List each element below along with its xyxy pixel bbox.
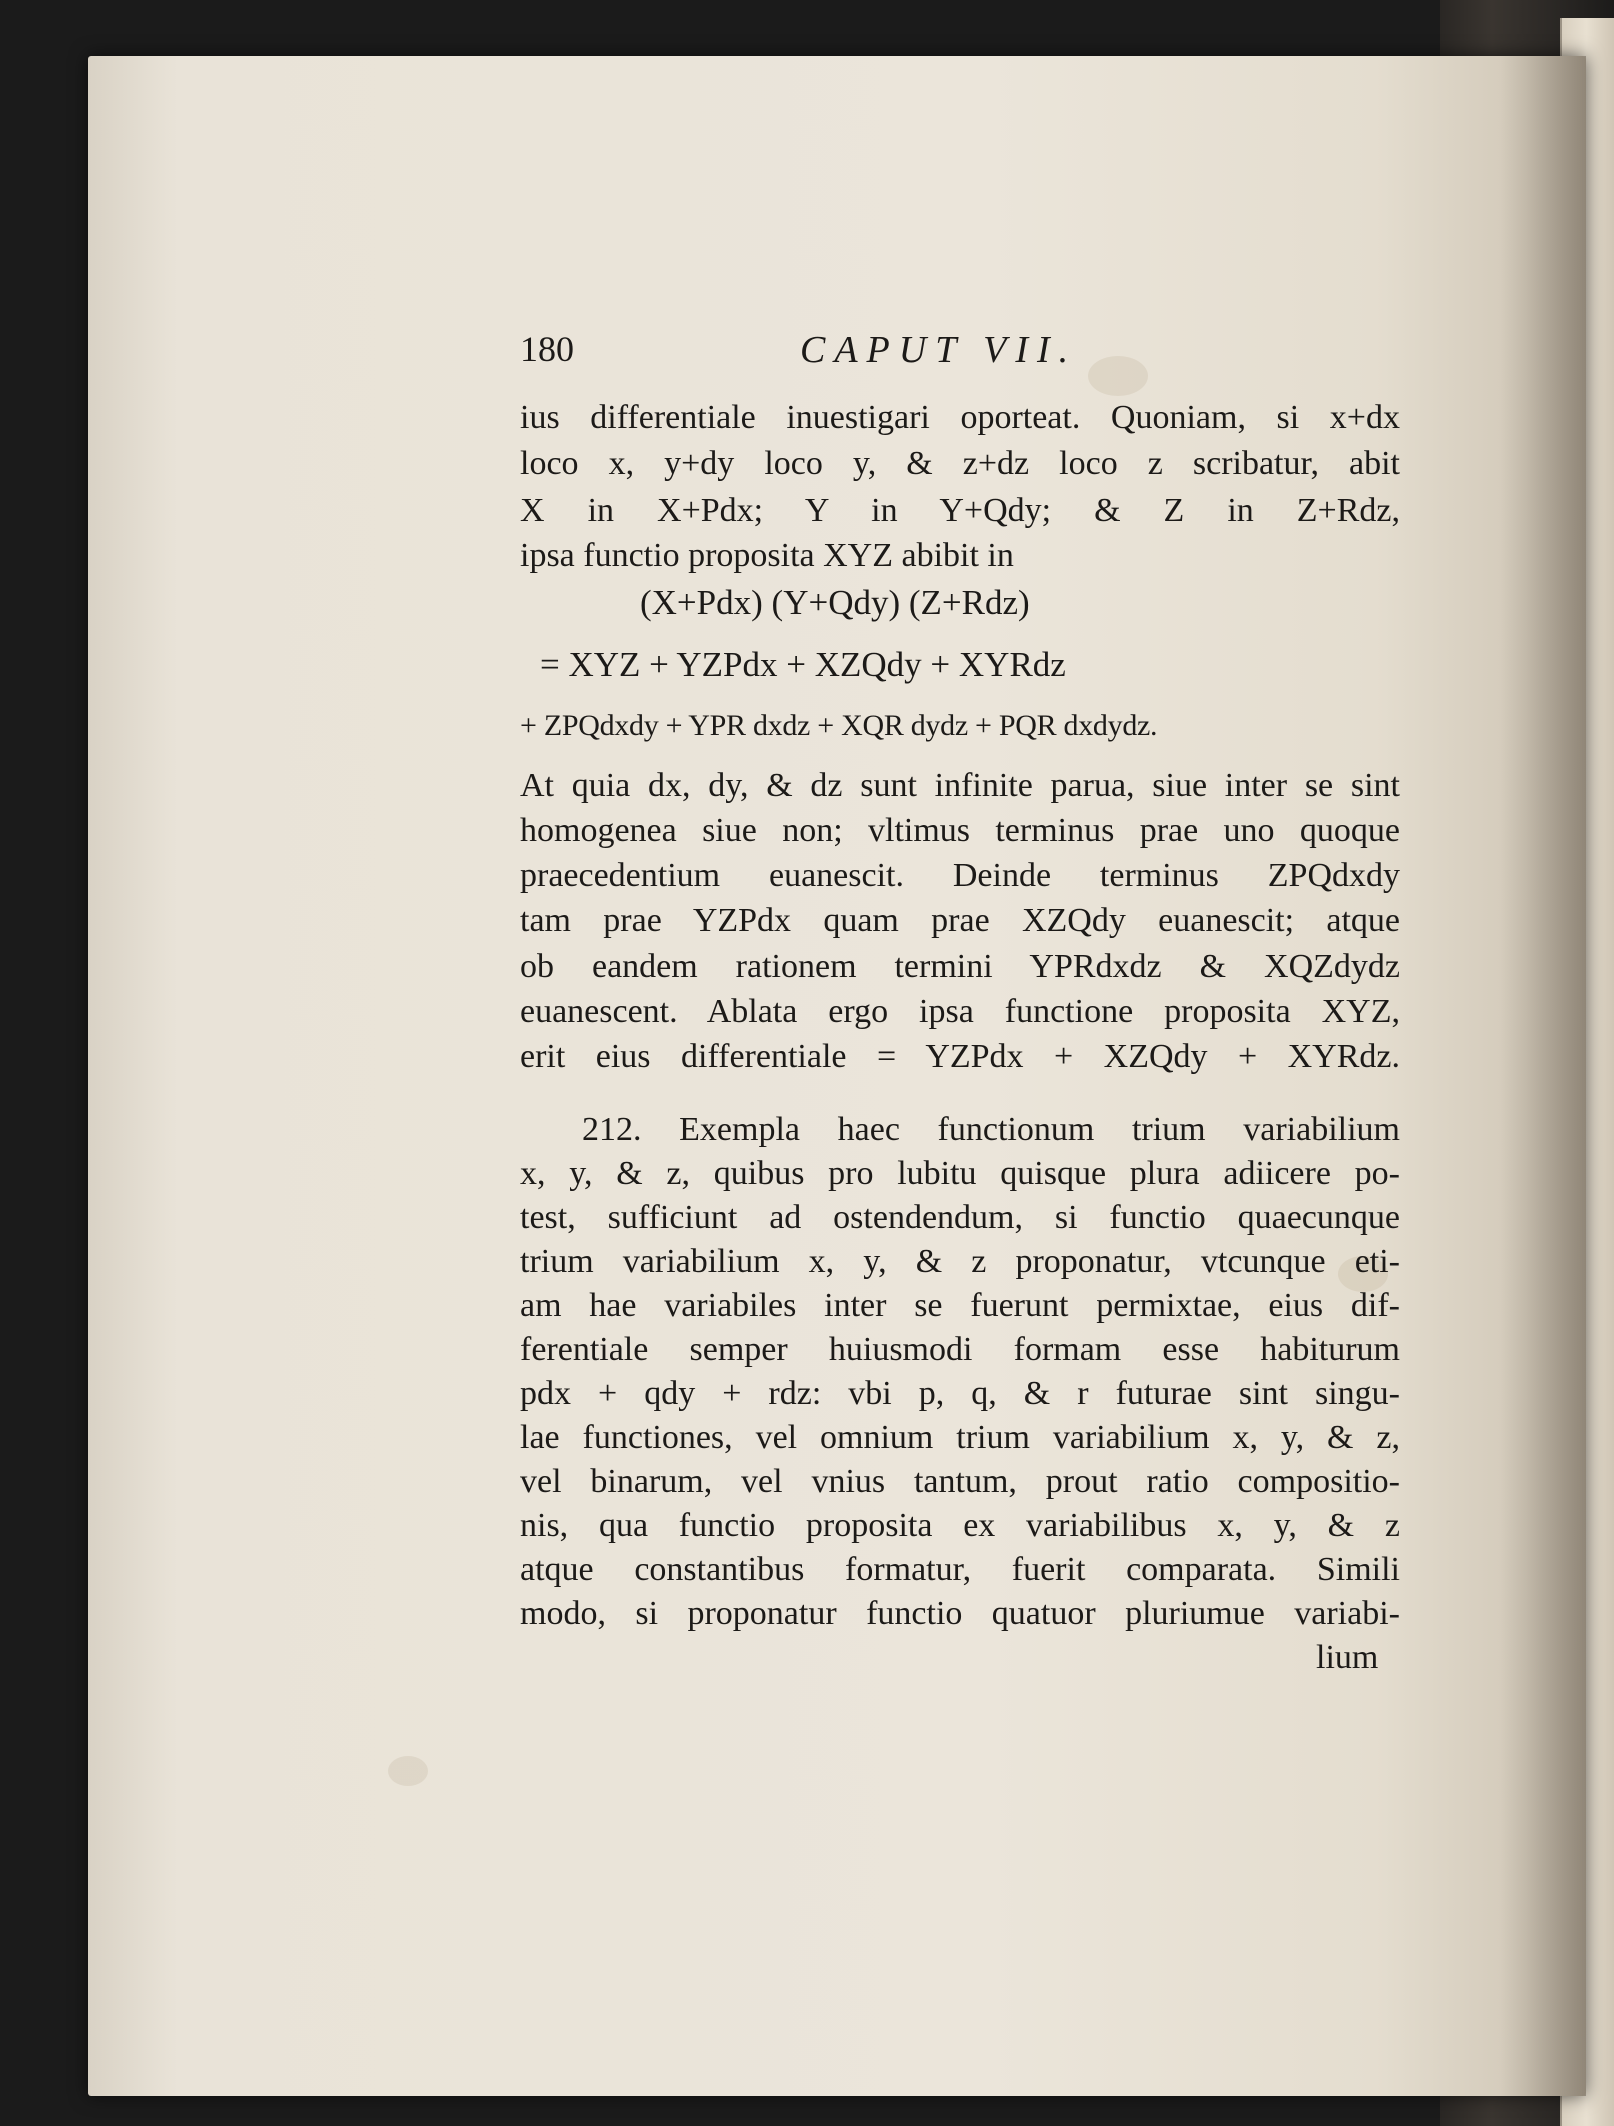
paragraph-1-line: loco x, y+dy loco y, & z+dz loco z scribatur, abit — [520, 445, 1400, 482]
paragraph-3-line: test, sufficiunt ad ostendendum, si functio quaecunque — [520, 1199, 1400, 1236]
paragraph-2-line: praecedentium euanescit. Deinde terminus ZPQdxdy — [520, 857, 1400, 894]
chapter-header: CAPUT VII. — [800, 329, 1078, 371]
paragraph-3-line: vel binarum, vel vnius tantum, prout ratio compositio- — [520, 1463, 1400, 1500]
page-curl-shadow — [1500, 56, 1586, 2096]
paragraph-3-line: pdx + qdy + rdz: vbi p, q, & r futurae sint singu- — [520, 1375, 1400, 1412]
formula-line-2: = XYZ + YZPdx + XZQdy + XYRdz — [540, 645, 1066, 684]
paragraph-3-line: ferentiale semper huiusmodi formam esse habiturum — [520, 1331, 1400, 1368]
paragraph-3-line: modo, si proponatur functio quatuor pluriumue variabi- — [520, 1595, 1400, 1632]
paragraph-3-line: x, y, & z, quibus pro lubitu quisque plura adiicere po- — [520, 1155, 1400, 1192]
paragraph-1-line: X in X+Pdx; Y in Y+Qdy; & Z in Z+Rdz, — [520, 492, 1400, 529]
paragraph-1-line: ipsa functio proposita XYZ abibit in — [520, 537, 1014, 574]
catchword: lium — [1316, 1639, 1379, 1676]
paragraph-2-line: ob eandem rationem termini YPRdxdz & XQZdydz — [520, 948, 1400, 985]
paragraph-2-line: erit eius differentiale = YZPdx + XZQdy + XYRdz. — [520, 1038, 1400, 1075]
section-212-first-line: 212. Exempla haec functionum trium variabilium — [582, 1111, 1400, 1148]
paragraph-3-line: trium variabilium x, y, & z proponatur, vtcunque eti- — [520, 1243, 1400, 1280]
paragraph-3-line: atque constantibus formatur, fuerit comparata. Simili — [520, 1551, 1400, 1588]
page-number: 180 — [520, 329, 574, 369]
paragraph-1-line: ius differentiale inuestigari oporteat. Quoniam, si x+dx — [520, 399, 1400, 436]
paragraph-2-line: At quia dx, dy, & dz sunt infinite parua, siue inter se sint — [520, 767, 1400, 804]
formula-line-1: (X+Pdx) (Y+Qdy) (Z+Rdz) — [640, 583, 1030, 622]
paragraph-3-line: nis, qua functio proposita ex variabilibus x, y, & z — [520, 1507, 1400, 1544]
paragraph-2-line: homogenea siue non; vltimus terminus prae uno quoque — [520, 812, 1400, 849]
running-head — [520, 328, 1400, 378]
formula-line-3: + ZPQdxdy + YPR dxdz + XQR dydz + PQR dxdydz. — [520, 709, 1158, 742]
paragraph-3-line: lae functiones, vel omnium trium variabilium x, y, & z, — [520, 1419, 1400, 1456]
paper-stain — [388, 1756, 428, 1786]
paragraph-3-line: am hae variabiles inter se fuerunt permixtae, eius dif- — [520, 1287, 1400, 1324]
paragraph-2-line: euanescent. Ablata ergo ipsa functione proposita XYZ, — [520, 993, 1400, 1030]
paragraph-2-line: tam prae YZPdx quam prae XZQdy euanescit; atque — [520, 902, 1400, 939]
